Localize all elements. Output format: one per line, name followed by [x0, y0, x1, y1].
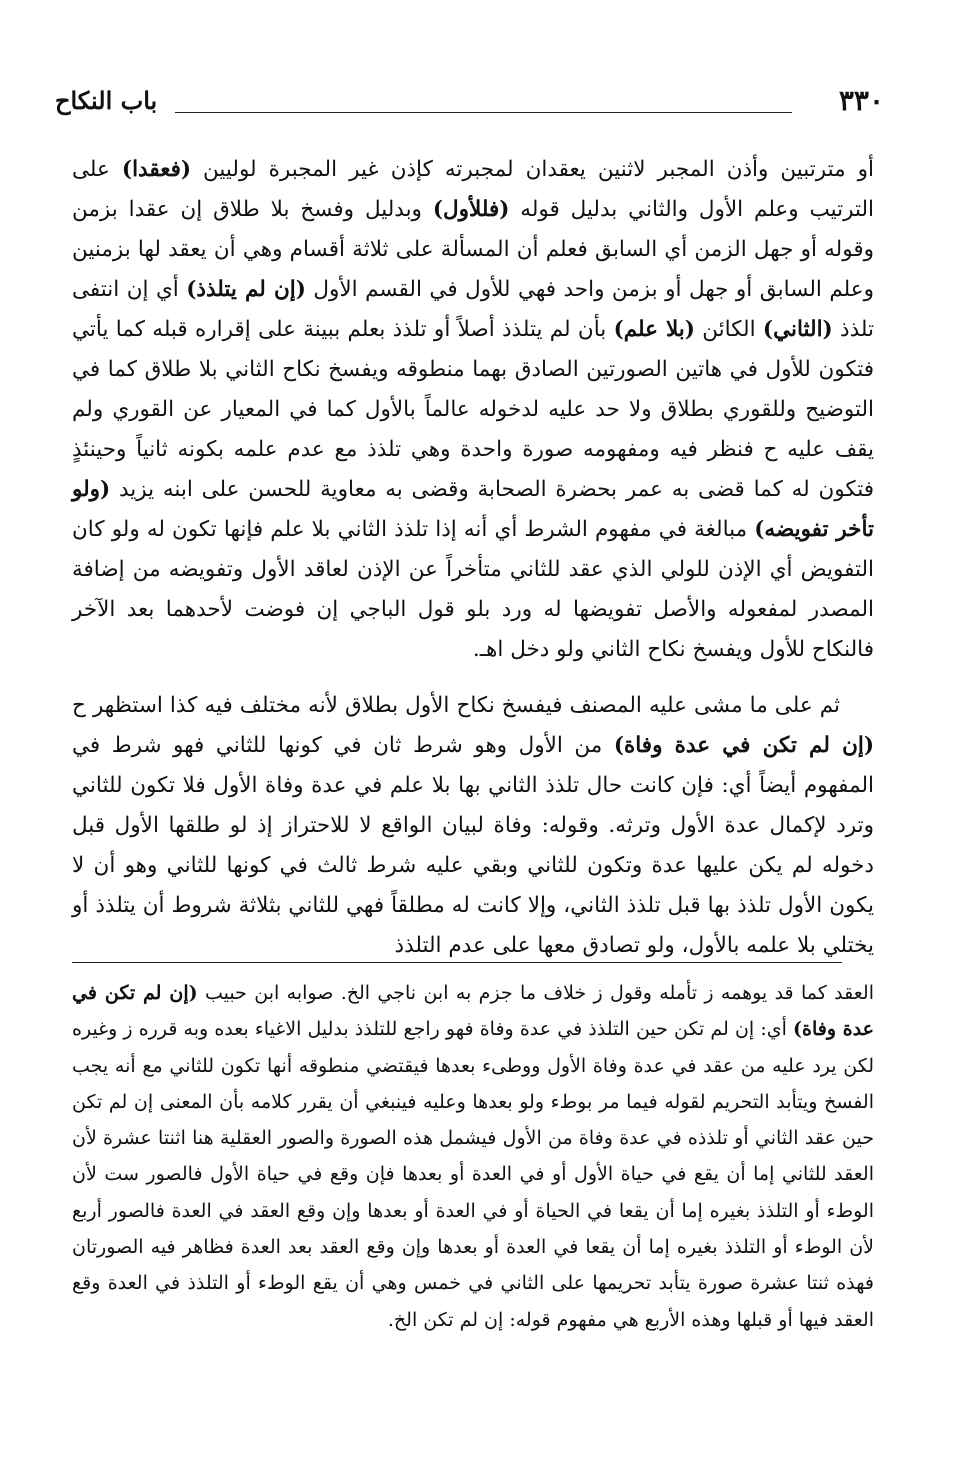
text-segment: من الأول وهو شرط ثان في كونها للثاني فهو شرط في المفهوم أيضاً أي: فإن كانت حال تلذذ الثاني بها بلا علم في عدة وفاة الأول فلا تكون للثاني وترد لإكمال عدة الأول وترثه. وقوله: وفاة لبيان الواقع لا للاحتراز إذ لو طلقها الأول قبل دخوله لم يكن عليها عدة وتكون للثاني وبقي عليه شرط ثالث في كونها للثاني وهو أن لا يكون الأول تلذذ بها قبل تلذذ الثاني، وإلا كانت له مطلقاً فهي للثاني بثلاثة شروط أن يتلذذ أو يختلي بلا علمه بالأول، ولو تصادق معها على عدم التلذذ — [72, 733, 874, 958]
paragraph — [72, 150, 874, 670]
text-segment: وبدليل وفسخ بلا طلاق إن عقدا بزمن وقوله أو جهل الزمن أي السابق فعلم أن المسألة على ثلاثة أقسام وهي أن يعقد لها بزمنين وعلم السابق أو جهل أو بزمن واحد فهي للأول في القسم الأول — [72, 197, 875, 302]
bold-term: (إن لم يتلذذ) — [186, 277, 306, 302]
bold-term: (إن لم تكن في عدة وفاة) — [613, 733, 875, 758]
footnote — [72, 975, 874, 1415]
bold-term: (فللأول) — [432, 197, 510, 222]
bold-term: (الثاني) — [762, 317, 833, 342]
footnote-paragraph — [72, 975, 874, 1338]
bold-term: (فعقدا) — [121, 157, 192, 182]
header-rule — [175, 112, 792, 113]
text-segment: أي إن انتفى تلذذ — [72, 277, 874, 342]
text-segment: ثم على ما مشى عليه المصنف فيفسخ نكاح الأول بطلاق لأنه مختلف فيه كذا استظهر ح — [72, 693, 840, 718]
bold-term: (بلا علم) — [613, 317, 695, 342]
bold-term: (إن لم تكن في عدة وفاة) — [72, 982, 874, 1041]
chapter-title: باب النكاح — [55, 86, 158, 115]
main-text — [72, 150, 875, 958]
page-header — [55, 78, 884, 124]
text-segment: أو مترتبين وأذن المجبر لاثنين يعقدان لمجبرته كإذن غير المجبرة لوليين — [191, 157, 874, 182]
text-segment: الكائن — [694, 317, 763, 342]
bold-term: (ولو تأخر تفويضه) — [72, 477, 874, 542]
text-segment: على الترتيب وعلم الأول والثاني بدليل قوله — [72, 157, 874, 222]
text-segment: أي: إن لم تكن حين التلذذ في عدة وفاة فهو راجع للتلذذ بدليل الاغياء بعده وبه قرره ز وغيره لكن يرد عليه من عقد في عدة وفاة الأول ووطىء بعدها فيقتضي منطوقه أنها تكون للثاني مع أنه يجب الفسخ ويتأبد التحريم لقوله فيما مر بوطء ولو بعدها وعليه فينبغي أن يقرر كلامه بأن المعنى إن لم تكن حين عقد الثاني أو تلذذه في عدة وفاة من الأول فيشمل هذه الصورة والصور العقلية هنا اثنتا عشرة لأن العقد للثاني إما أن يقع في حياة الأول أو في العدة أو بعدها فإن وقع في حياة الأول فالصور ست لأن الوطء أو التلذذ بغيره إما أن يقعا في الحياة أو في العدة أو بعدها وإن وقع العقد في العدة فالصور أربع لأن الوطء أو التلذذ بغيره إما أن يقعا في العدة أو بعدها وإن وقع العقد بعد العدة فظاهر فيه الصورتان فهذه ثنتا عشرة صورة يتأبد تحريمها على الثاني في خمس وهي أن يقع الوطء أو التلذذ في العدة وقع العقد فيها أو قبلها وهذه الأربع هي مفهوم قوله: إن لم تكن الخ. — [72, 1018, 874, 1331]
text-segment: العقد كما قد يوهمه ز تأمله وقول ز خلاف ما جزم به ابن ناجي الخ. صوابه ابن حبيب — [197, 982, 874, 1004]
text-segment: بأن لم يتلذذ أصلاً أو تلذذ بعلم ببينة على إقراره قبله كما يأتي فتكون للأول في هاتين الصورتين الصادق بهما منطوقه ويفسخ نكاح الثاني بلا طلاق كما في التوضيح وللقوري بطلاق ولا حد عليه لدخوله عالماً بالأول كما في المعيار عن القوري ولم يقف عليه ح فنظر فيه ومفهومه صورة واحدة وهي تلذذ مع عدم علمه بكونه ثانياً وحينئذٍ فتكون له كما قضى به عمر بحضرة الصحابة وقضى به معاوية للحسن على ابنه يزيد — [72, 317, 874, 502]
text-segment: مبالغة في مفهوم الشرط أي أنه إذا تلذذ الثاني بلا علم فإنها تكون له ولو كان التفويض أي الإذن للولي الذي عقد للثاني متأخراً عن الإذن لعاقد الأول وتفويضه من إضافة المصدر لمفعوله والأصل تفويضها له ورد بلو قول الباجي إن فوضت لأحدهما بعد الآخر فالنكاح للأول ويفسخ نكاح الثاني ولو دخل اهـ. — [72, 517, 874, 662]
footnote-separator — [72, 962, 842, 963]
page-number: ٣٣٠ — [838, 84, 884, 117]
paragraph — [72, 686, 874, 966]
